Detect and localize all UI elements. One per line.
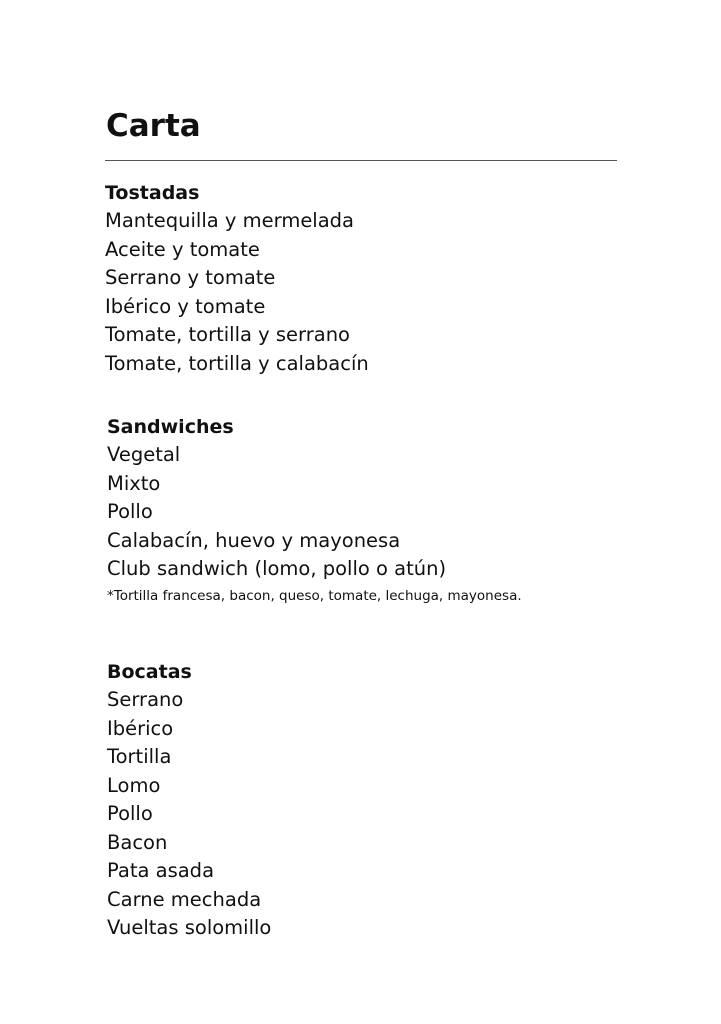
menu-item: Tomate, tortilla y serrano xyxy=(105,323,350,346)
sandwiches-footnote: *Tortilla francesa, bacon, queso, tomate, lechuga, mayonesa. xyxy=(107,587,522,604)
menu-item: Club sandwich (lomo, pollo o atún) xyxy=(107,557,447,580)
menu-item: Vegetal xyxy=(107,443,181,466)
section-heading-sandwiches: Sandwiches xyxy=(107,416,234,438)
section-bocatas xyxy=(107,658,271,943)
page-title: Carta xyxy=(106,108,201,144)
menu-item: Pata asada xyxy=(107,859,215,882)
menu-item: Serrano y tomate xyxy=(105,266,276,289)
section-sandwiches xyxy=(107,413,522,606)
section-heading-bocatas: Bocatas xyxy=(107,661,192,683)
section-heading-tostadas: Tostadas xyxy=(105,182,200,204)
menu-item: Lomo xyxy=(107,773,161,797)
menu-item: Calabacín, huevo y mayonesa xyxy=(107,528,401,552)
menu-item: Ibérico y tomate xyxy=(105,294,266,318)
bocatas-list xyxy=(107,686,271,943)
menu-item: Mantequilla y mermelada xyxy=(105,209,355,232)
menu-item: Pollo xyxy=(107,500,153,523)
menu-item: Serrano xyxy=(107,688,184,711)
menu-item: Mixto xyxy=(107,471,161,495)
section-tostadas xyxy=(105,179,369,378)
tostadas-list xyxy=(105,207,369,378)
menu-item: Ibérico xyxy=(107,716,174,740)
menu-item: Bacon xyxy=(107,830,168,854)
sandwiches-list xyxy=(107,441,522,584)
menu-item: Tomate, tortilla y calabacín xyxy=(105,351,369,375)
menu-item: Pollo xyxy=(107,802,153,825)
title-divider xyxy=(105,160,617,161)
menu-item: Carne mechada xyxy=(107,887,262,911)
menu-item: Aceite y tomate xyxy=(105,237,260,261)
menu-item: Tortilla xyxy=(107,745,172,768)
menu-item: Vueltas solomillo xyxy=(107,916,272,939)
